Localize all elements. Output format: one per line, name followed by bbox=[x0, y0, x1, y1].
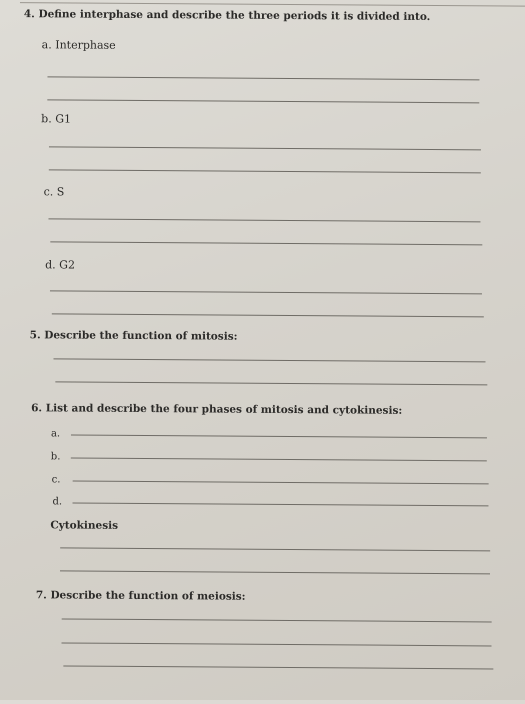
part-4a-letter: a. bbox=[41, 38, 52, 52]
part-4a bbox=[42, 38, 116, 52]
answer-line-4b-1[interactable] bbox=[49, 146, 481, 150]
answer-line-7-2[interactable] bbox=[62, 642, 492, 646]
question-6 bbox=[31, 402, 402, 417]
question-5-prompt: Describe the function of mitosis: bbox=[44, 329, 238, 343]
answer-line-5-1[interactable] bbox=[53, 358, 485, 362]
question-5 bbox=[30, 329, 238, 342]
question-4-prompt: Define interphase and describe the three periods it is divided into. bbox=[38, 8, 431, 24]
part-4b-label: G1 bbox=[55, 112, 72, 126]
part-4c bbox=[44, 185, 65, 198]
question-6-prompt: List and describe the four phases of mitosis and cytokinesis: bbox=[45, 402, 403, 417]
answer-line-7-1[interactable] bbox=[62, 618, 492, 622]
part-6d-letter: d. bbox=[52, 496, 63, 508]
answer-line-6c[interactable] bbox=[73, 481, 489, 485]
part-4d-letter: d. bbox=[45, 258, 56, 272]
answer-line-4c-2[interactable] bbox=[50, 241, 482, 245]
answer-line-4a-2[interactable] bbox=[47, 99, 479, 103]
question-5-number: 5. bbox=[29, 329, 41, 342]
part-4b-letter: b. bbox=[41, 112, 52, 126]
answer-line-4a-1[interactable] bbox=[47, 76, 479, 80]
part-4c-letter: c. bbox=[43, 185, 54, 199]
answer-line-6b[interactable] bbox=[71, 458, 487, 462]
answer-line-6d[interactable] bbox=[72, 503, 488, 507]
part-4d bbox=[45, 258, 75, 271]
answer-line-6a[interactable] bbox=[71, 435, 487, 439]
page-top-rule bbox=[20, 2, 525, 7]
part-4b bbox=[41, 112, 71, 125]
question-7-number: 7. bbox=[35, 589, 47, 602]
part-6a-letter: a. bbox=[50, 428, 61, 440]
answer-line-4c-1[interactable] bbox=[48, 218, 480, 222]
part-4a-label: Interphase bbox=[55, 38, 116, 52]
question-4-number: 4. bbox=[23, 8, 35, 21]
question-6-number: 6. bbox=[31, 402, 43, 415]
part-6b-letter: b. bbox=[50, 451, 61, 463]
part-4d-label: G2 bbox=[59, 258, 76, 272]
question-7 bbox=[36, 589, 246, 602]
part-6c-letter: c. bbox=[51, 474, 61, 486]
cytokinesis-label: Cytokinesis bbox=[50, 519, 119, 532]
answer-line-cytokinesis-1[interactable] bbox=[60, 547, 490, 551]
answer-line-7-3[interactable] bbox=[63, 665, 493, 669]
answer-line-5-2[interactable] bbox=[55, 381, 487, 385]
answer-line-4b-2[interactable] bbox=[49, 169, 481, 173]
question-4 bbox=[24, 8, 431, 23]
answer-line-cytokinesis-2[interactable] bbox=[60, 570, 490, 574]
part-4c-label: S bbox=[56, 185, 65, 199]
answer-line-4d-1[interactable] bbox=[50, 290, 482, 294]
question-7-prompt: Describe the function of meiosis: bbox=[50, 589, 246, 603]
answer-line-4d-2[interactable] bbox=[52, 313, 484, 317]
